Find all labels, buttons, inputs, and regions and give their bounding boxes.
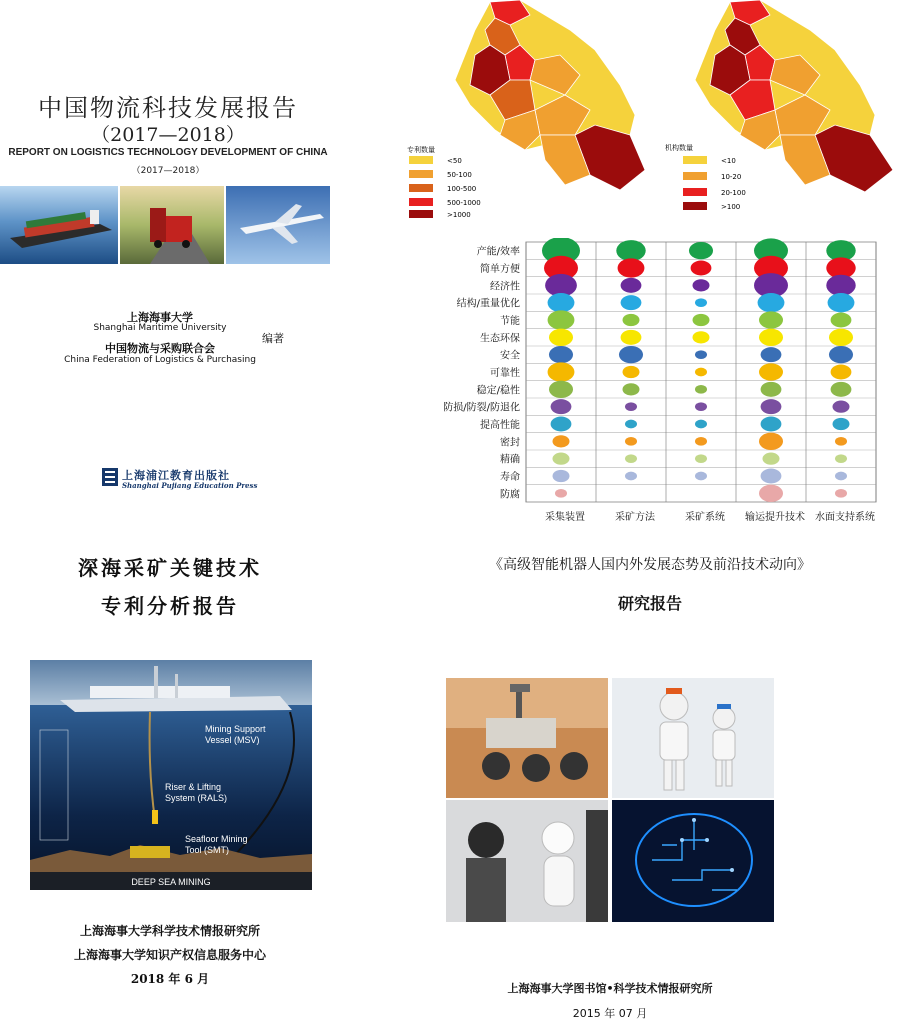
patent-count-map [395, 0, 665, 220]
row-label: 简单方便 [480, 264, 520, 275]
bubble [621, 295, 642, 310]
bubble [618, 258, 645, 277]
bubble [553, 435, 570, 447]
bubble [833, 418, 850, 430]
bubble [761, 347, 782, 362]
row-label: 生态环保 [480, 333, 520, 345]
bubble [761, 417, 782, 432]
deep-sea-mining-illustration [30, 660, 312, 890]
bubble [833, 401, 850, 413]
bubble [551, 399, 572, 414]
bubble [551, 417, 572, 432]
row-label: 产能/效率 [476, 246, 520, 258]
svg-text:100-500: 100-500 [447, 185, 477, 193]
cover4-title-line1: 《高级智能机器人国内外发展态势及前沿技术动向》 [489, 557, 811, 573]
cover1-org2-cn: 中国物流与采购联合会 [105, 342, 215, 355]
category-label: 输运提升技术 [745, 512, 805, 523]
cover3-date: 2018 年 6 月 [130, 972, 210, 986]
cover1-title: 中国物流科技发展报告 [38, 94, 298, 122]
bubble [549, 346, 573, 363]
svg-text:50-100: 50-100 [447, 171, 472, 179]
map1-legend-title: 专利数量 [407, 146, 435, 154]
bubble [695, 298, 707, 307]
bubble [759, 485, 783, 502]
bubble [619, 346, 643, 363]
bubble [763, 453, 780, 465]
svg-text:10-20: 10-20 [721, 173, 742, 181]
bubble [828, 293, 855, 312]
map1-districts [455, 0, 645, 190]
bubble [761, 382, 782, 397]
row-label: 可靠性 [490, 368, 520, 379]
row-label: 稳定/稳性 [476, 385, 520, 397]
bubble [625, 472, 637, 481]
bubble [625, 454, 637, 463]
pepper-robot-photo [446, 800, 608, 922]
bubble [621, 330, 642, 345]
map2-legend-title: 机构数量 [665, 144, 693, 152]
bubble [623, 383, 640, 395]
row-label: 防损/防裂/防退化 [443, 402, 520, 414]
category-label: 采矿方法 [615, 512, 655, 523]
bubble [759, 433, 783, 450]
cover3-institute2: 上海海事大学知识产权信息服务中心 [73, 948, 266, 962]
map1-legend [409, 156, 481, 219]
bubble [621, 278, 642, 293]
bubble [758, 293, 785, 312]
cover1-english-years: （2017—2018） [131, 166, 205, 176]
bubble [761, 469, 782, 484]
bubble [625, 402, 637, 411]
svg-text:<10: <10 [721, 157, 736, 165]
cover1-org1-cn: 上海海事大学 [127, 311, 193, 324]
bubble [831, 382, 852, 397]
bubble [625, 437, 637, 446]
cover3-title-line2: 专利分析报告 [101, 594, 239, 618]
cover3-institute1: 上海海事大学科学技术情报研究所 [79, 924, 260, 938]
bubble [553, 453, 570, 465]
row-label: 经济性 [490, 281, 520, 293]
cover1-org2-en: China Federation of Logistics & Purchasing [64, 355, 256, 365]
svg-text:20-100: 20-100 [721, 189, 746, 197]
bubble [695, 385, 707, 394]
bubble [835, 489, 847, 498]
bubble [548, 362, 575, 381]
cover1-org1-en: Shanghai Maritime University [93, 323, 227, 333]
bubble [831, 365, 852, 380]
row-label: 结构/重量优化 [456, 298, 520, 310]
bubble [689, 242, 713, 259]
bubble [759, 363, 783, 380]
bubble-chart [398, 238, 900, 528]
cover4-date: 2015 年 07 月 [572, 1007, 648, 1020]
svg-text:500-1000: 500-1000 [447, 199, 481, 207]
bubble [759, 311, 783, 328]
msv-label: Mining Support Vessel (MSV) [205, 724, 266, 745]
bubble [695, 454, 707, 463]
bubble [549, 329, 573, 346]
bubble [695, 402, 707, 411]
publisher-name-en: Shanghai Pujiang Education Press [122, 481, 258, 490]
institution-count-map [655, 0, 900, 220]
bubble [695, 350, 707, 359]
bubble [625, 420, 637, 429]
row-label: 寿命 [500, 472, 520, 483]
bubble [693, 279, 710, 291]
bubble [695, 420, 707, 429]
row-label: 安全 [500, 350, 520, 362]
bubble [695, 437, 707, 446]
rals-label: Riser & Lifting System (RALS) [165, 782, 228, 803]
cover1-english-title: REPORT ON LOGISTICS TECHNOLOGY DEVELOPMENT OF CHINA [8, 147, 328, 158]
row-label: 精确 [500, 454, 520, 466]
bubble [831, 313, 852, 328]
bubble [555, 489, 567, 498]
cover3-title-line1: 深海采矿关键技术 [78, 556, 262, 580]
cover1-years: （2017—2018） [91, 124, 245, 146]
category-label: 采矿系统 [685, 512, 725, 523]
bubble [829, 329, 853, 346]
bubble [695, 368, 707, 377]
category-label: 采集装置 [545, 512, 585, 523]
mars-rover-photo [446, 678, 608, 798]
bubble [695, 472, 707, 481]
bubble [553, 470, 570, 482]
humanoid-robots-photo [612, 678, 774, 798]
bubble [829, 346, 853, 363]
cover4-organization: 上海海事大学图书馆•科学技术情报研究所 [507, 982, 713, 995]
row-label: 提高性能 [480, 420, 520, 431]
bubble [761, 399, 782, 414]
circuit-brain-photo [612, 800, 774, 922]
bubble [616, 240, 645, 261]
publisher-logo [100, 466, 120, 488]
bubble [826, 275, 855, 296]
publisher-name-cn: 上海浦江教育出版社 [122, 469, 230, 482]
row-label: 节能 [500, 316, 520, 327]
bubble [835, 472, 847, 481]
bubble [691, 261, 712, 276]
svg-text:<50: <50 [447, 157, 462, 165]
bubble [548, 310, 575, 329]
cover4-title-line2: 研究报告 [617, 594, 682, 613]
smt-label: Seafloor Mining Tool (SMT) [185, 834, 248, 855]
map2-legend [683, 156, 746, 211]
cover1-transport-photos [0, 186, 330, 264]
bubble [623, 314, 640, 326]
bubble [549, 381, 573, 398]
bubble [623, 366, 640, 378]
cover1-editor-label: 编著 [262, 332, 284, 345]
bubble [693, 331, 710, 343]
bubble [548, 293, 575, 312]
bubble [693, 314, 710, 326]
deep-sea-mining-caption: DEEP SEA MINING [131, 877, 211, 887]
bubble [835, 454, 847, 463]
bubble [835, 437, 847, 446]
svg-text:>1000: >1000 [447, 211, 471, 219]
row-label: 密封 [500, 437, 520, 449]
svg-text:>100: >100 [721, 203, 741, 211]
row-label: 防腐 [500, 489, 520, 501]
category-label: 水面支持系统 [815, 512, 875, 523]
bubble [759, 329, 783, 346]
